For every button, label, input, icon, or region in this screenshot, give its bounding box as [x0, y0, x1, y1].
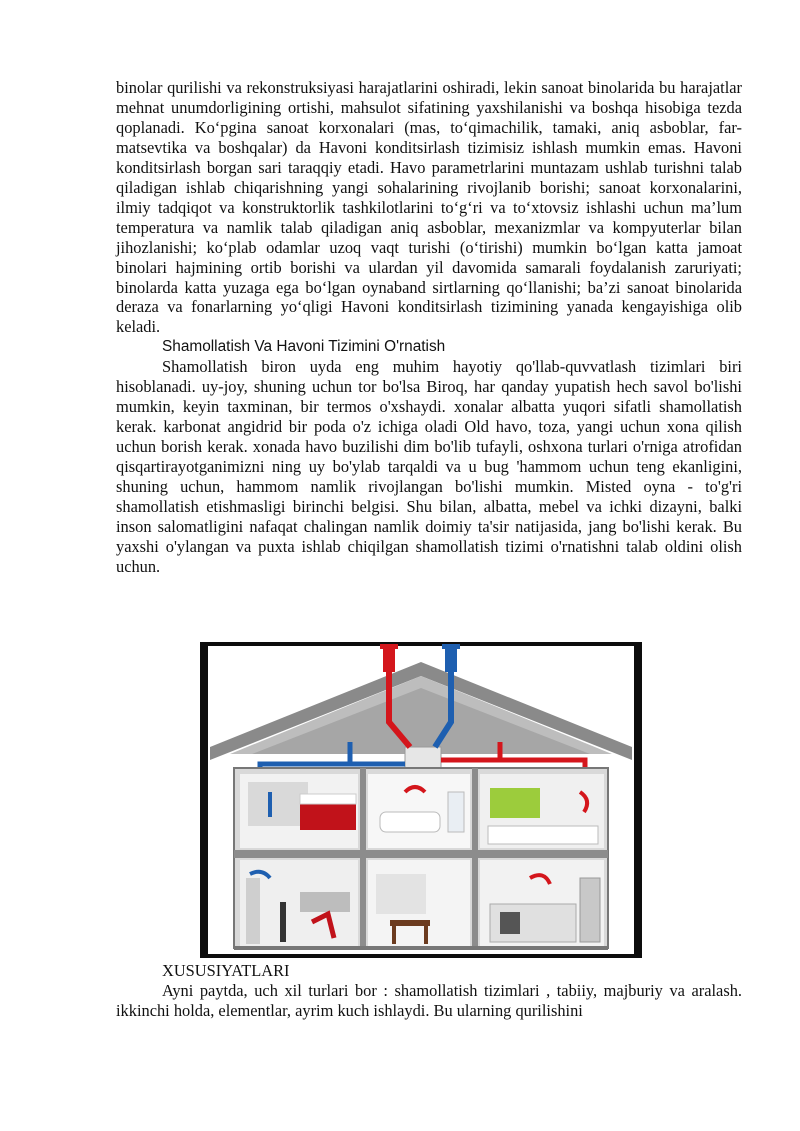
house-ventilation-diagram-icon: [200, 642, 642, 958]
upper-text-block: [116, 78, 742, 577]
paragraph-1: binolar qurilishi va rekonstruksiyasi harajatlarini oshiradi, lekin sanoat binolarida bu harajatlar mehnat unumdorligining ortishi, mahsulot sifatining yaxshilanishi va boshqa hisobiga tezda qoplanadi. Ko‘pgina sanoat korxonalari (mas, to‘qimachilik, tamaki, aniq asboblar, far-matsevtika va boshqalar) da Havoni konditsirlash tizimisiz ishlash mumkin emas. Havoni konditsirlash borgan sari taraqqiy etadi. Havo parametrlarini muntazam ushlab turishni talab qiladigan ishlab chiqarishning yangi sohalarining rivojlanib borishi; sanoat korxonalarini, ilmiy tadqiqot va konstruktorlik tashkilotlarini to‘g‘ri va to‘xtovsiz ishlashi uchun ma’lum temperatura va namlik talab qiladigan aniq asboblar, mexanizmlar va kompyuterlar bilan jihozlanishi; ko‘plab odamlar uzoq vaqt turishi (o‘tirishi) mumkin bo‘lgan katta jamoat binolari hajmining ortib borishi va ulardan yil davomida samarali foydalanish zaruriyati; binolarda katta yuzaga ega bo‘lgan oynaband sirtlarning qo‘llanishi; ba’zi sanoat binolarida deraza va fonarlarning yo‘qligi Havoni konditsirlash tizimining yanada kengayishiga olib keladi.: [116, 78, 742, 337]
lower-text-block: [116, 961, 742, 1021]
paragraph-3: Ayni paytda, uch xil turlari bor : shamollatish tizimlari , tabiiy, majburiy va aralash. ikkinchi holda, elementlar, ayrim kuch ishlaydi. Bu ularning qurilishini: [116, 980, 742, 1020]
section-heading-ventilation: Shamollatish Va Havoni Tizimini O'rnatish: [162, 338, 446, 356]
section-heading-features: XUSUSIYATLARI: [162, 961, 290, 980]
paragraph-2: Shamollatish biron uyda eng muhim hayotiy qo'llab-quvvatlash tizimlari biri hisoblanadi. uy-joy, shuning uchun tor bo'lsa Biroq, har qanday yupatish hech savol bo'lishi mumkin, keyin taxminan, bir termos o'xshaydi. xonalar albatta yuqori sifatli shamollatish kerak. karbonat angidrid bir poda o'z ichiga oladi Old havo, toza, yangi uchun xona qilish uchun borish kerak. xonada havo buzilishi dim bo'lib tufayli, oshxona turlari o'rniga atrofidan qisqartirayotganimizni ning uy bo'ylab tarqaldi va u bug 'hammom uchun teng ekanligini, shuning uchun, hammom namlik rivojlangan bo'lishi mumkin. Misted oyna - to'g'ri shamollatish etishmasligi birinchi belgisi. Shu bilan, albatta, mebel va ichki dizayni, balki inson salomatligini nafaqat chalingan namlik doimiy ta'sir natijasida, jang bo'lishi kerak. Bu yaxshi o'ylangan va puxta ishlab chiqilgan shamollatish tizimi o'rnatishni talab oldini olish uchun.: [116, 357, 742, 576]
